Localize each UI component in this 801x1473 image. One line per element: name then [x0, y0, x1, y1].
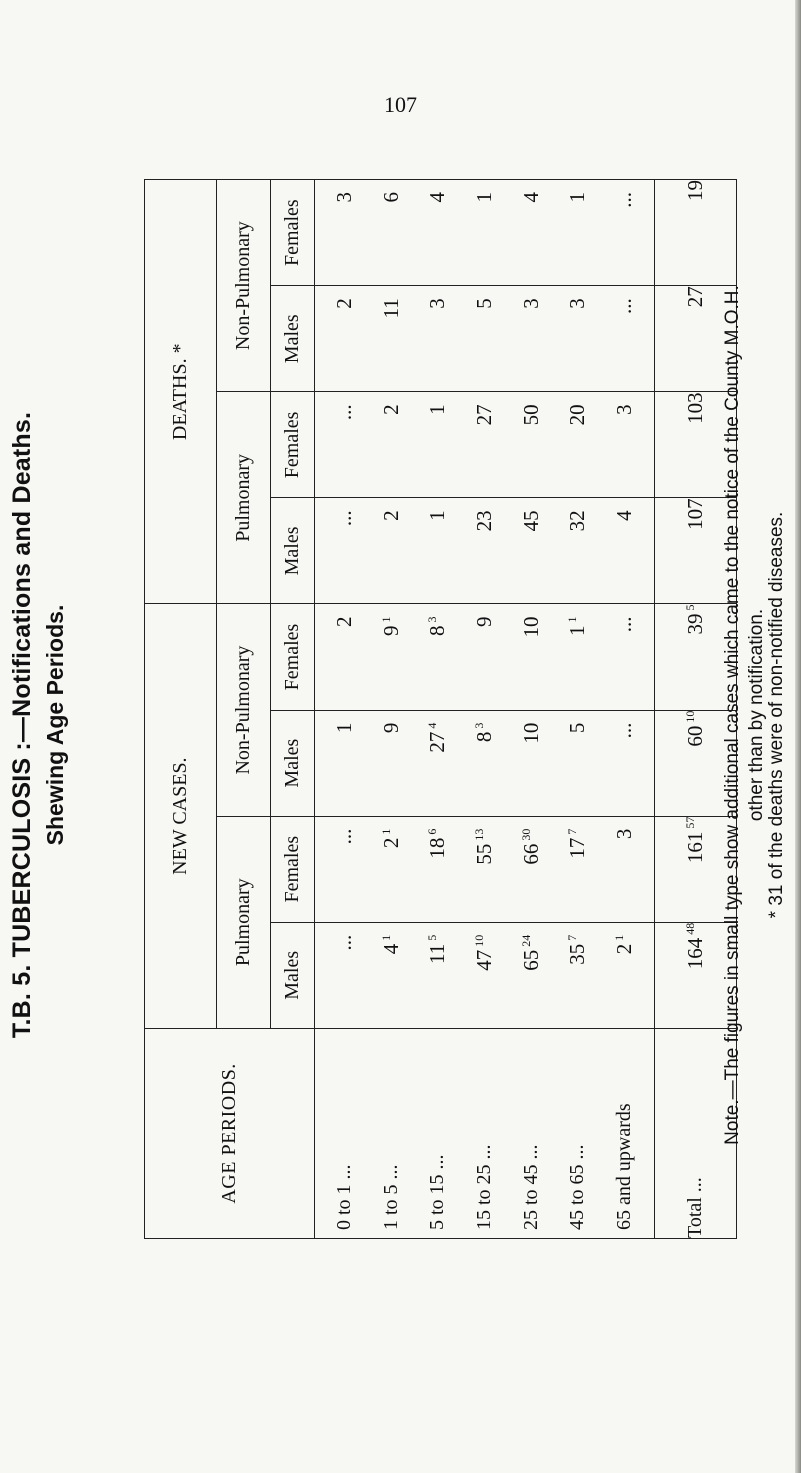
deaths-pulm-males-header: Males — [271, 498, 315, 604]
table-cell — [379, 723, 404, 734]
table-cell — [332, 192, 357, 203]
new-nonpulm-males-values — [315, 711, 654, 816]
cell-value: 161 — [683, 831, 707, 864]
table-cell — [472, 298, 497, 309]
cell-value: ... — [331, 404, 356, 421]
cell-value: 9 — [378, 625, 403, 636]
cell-value: 107 — [683, 498, 707, 530]
cell-value: 27 — [471, 404, 496, 426]
additional-cases-small: 6 — [425, 828, 440, 835]
table-cell — [425, 935, 450, 964]
new-non-pulmonary-header: Non-Pulmonary — [217, 604, 271, 816]
additional-cases-small: 5 — [683, 604, 697, 611]
cell-value: 1 — [471, 192, 496, 203]
cell-value: 27 — [425, 731, 450, 753]
cell-value: 11 — [378, 298, 403, 319]
deaths-header: DEATHS. * — [145, 180, 217, 604]
deaths-nonpulm-females-values — [315, 180, 654, 285]
table-cell — [472, 192, 497, 203]
cell-value: 2 — [378, 510, 403, 521]
additional-cases-small: 4 — [425, 722, 440, 729]
table-cell — [612, 510, 637, 521]
additional-cases-small: 7 — [565, 828, 580, 835]
new-pulm-females-column — [315, 816, 655, 922]
page-number: 107 — [384, 92, 417, 117]
cell-value: 1 — [565, 192, 590, 203]
table-cell — [425, 829, 450, 859]
cell-value: 3 — [612, 828, 637, 840]
table-cell — [612, 298, 637, 314]
table-cell — [519, 510, 544, 531]
footnote-line-1: Note.—The figures in small type show additional cases which came to the notice of the County M.O.H. — [722, 285, 743, 1145]
table-cell — [332, 829, 357, 845]
cell-value: 45 — [518, 510, 543, 532]
cell-value: 2 — [331, 616, 356, 627]
deaths-pulm-females-header: Females — [271, 392, 315, 498]
table-cell — [425, 616, 450, 636]
cell-value: ... — [612, 298, 637, 314]
cell-value: 10 — [518, 722, 543, 744]
cell-value: 2 — [612, 943, 637, 955]
cell-value: 66 — [518, 843, 543, 865]
cell-value: 50 — [518, 404, 543, 426]
table-cell — [612, 935, 637, 955]
deaths-pulm-females-column — [315, 392, 655, 498]
deaths-nonpulm-females-header: Females — [271, 180, 315, 286]
cell-value: 2 — [331, 298, 356, 309]
rotated-table-block — [6, 15, 786, 1435]
new-nonpulm-males-header: Males — [271, 710, 315, 816]
age-periods-header: AGE PERIODS. — [145, 1028, 315, 1238]
additional-cases-small: 1 — [612, 934, 627, 941]
table-cell — [332, 510, 357, 526]
cell-value: 39 — [683, 613, 707, 635]
table-cell — [519, 616, 544, 637]
cell-value: 3 — [425, 298, 450, 309]
table-cell — [472, 616, 497, 627]
cell-value: 17 — [565, 837, 590, 859]
table-cell — [519, 935, 544, 971]
cell-value: ... — [331, 510, 356, 527]
deaths-nonpulm-males-header: Males — [271, 286, 315, 392]
table-cell — [379, 616, 404, 636]
additional-cases-small: 13 — [471, 828, 486, 841]
table-subtitle: Shewing Age Periods. — [42, 604, 68, 846]
deaths-nonpulm-females-column — [315, 180, 655, 286]
cell-value: 2 — [378, 837, 403, 849]
table-cell — [332, 723, 357, 734]
deaths-non-pulmonary-header: Non-Pulmonary — [217, 180, 271, 392]
table-cell — [425, 404, 450, 415]
table-cell — [565, 829, 590, 859]
table-cell — [379, 829, 404, 849]
cell-value: 103 — [683, 392, 707, 424]
table-cell — [612, 723, 637, 739]
age-period-label: 5 to 15 ... — [426, 1154, 449, 1230]
table-cell — [472, 935, 497, 971]
new-pulmonary-header: Pulmonary — [217, 816, 271, 1028]
additional-cases-small: 10 — [471, 934, 486, 947]
cell-value: 60 — [683, 725, 707, 747]
total-label: Total ... — [655, 1028, 737, 1238]
deaths-nonpulm-males-column — [315, 286, 655, 392]
cell-value: 2 — [378, 404, 403, 415]
cell-value: 3 — [331, 192, 356, 203]
cell-value: 10 — [518, 616, 543, 638]
new-pulm-females-values — [315, 817, 654, 922]
table-cell — [379, 298, 404, 318]
additional-cases-small: 1 — [378, 828, 393, 835]
age-period-label: 1 to 5 ... — [379, 1164, 402, 1230]
new-pulm-males-values — [315, 923, 654, 1028]
footnote-line-3: * 31 of the deaths were of non-notified diseases. — [766, 511, 787, 919]
table-cell — [472, 723, 497, 743]
table-cell — [425, 723, 450, 753]
cell-value: 4 — [518, 192, 543, 203]
cell-value: 55 — [471, 843, 496, 865]
table-cell — [519, 723, 544, 744]
table-cell — [612, 829, 637, 840]
cell-value: 9 — [471, 616, 496, 627]
age-period-label: 25 to 45 ... — [519, 1144, 542, 1230]
additional-cases-small: 48 — [683, 922, 697, 935]
table-cell — [332, 935, 357, 951]
cell-value: 3 — [565, 298, 590, 309]
additional-cases-small: 1 — [565, 616, 580, 623]
new-nonpulm-females-header: Females — [271, 604, 315, 710]
table-cell — [425, 192, 450, 203]
cell-value: 5 — [565, 722, 590, 734]
cell-value: 11 — [425, 943, 450, 964]
age-period-label: 65 and upwards — [613, 1103, 636, 1230]
cell-value: 27 — [683, 286, 707, 308]
new-pulm-males-header: Males — [271, 922, 315, 1028]
new-pulm-females-header: Females — [271, 816, 315, 922]
table-cell — [519, 829, 544, 865]
table-cell — [379, 510, 404, 521]
tuberculosis-table — [144, 179, 737, 1239]
additional-cases-small: 5 — [425, 934, 440, 941]
cell-value: 8 — [425, 625, 450, 636]
table-cell — [612, 616, 637, 632]
cell-value: 35 — [565, 943, 590, 965]
table-cell — [565, 404, 590, 425]
cell-value: 1 — [565, 625, 590, 636]
cell-value: 5 — [471, 298, 496, 309]
table-cell — [565, 298, 590, 309]
footnote-line-2: other than by notification. — [746, 608, 767, 822]
cell-value: 164 — [683, 937, 707, 970]
new-nonpulm-females-column — [315, 604, 655, 710]
table-cell — [612, 192, 637, 208]
table-cell — [565, 192, 590, 203]
cell-value: 20 — [565, 404, 590, 426]
table-cell — [332, 404, 357, 420]
table-cell — [519, 404, 544, 425]
age-period-label: 15 to 25 ... — [472, 1144, 495, 1230]
table-cell — [332, 298, 357, 309]
additional-cases-small: 10 — [683, 710, 697, 723]
new-nonpulm-males-column — [315, 710, 655, 816]
cell-value: ... — [612, 616, 637, 633]
table-cell — [612, 404, 637, 415]
cell-value: 4 — [425, 192, 450, 203]
cell-value: 4 — [378, 943, 403, 955]
cell-value: ... — [331, 934, 356, 951]
additional-cases-small: 7 — [565, 934, 580, 941]
table-title: T.B. 5. TUBERCULOSIS :—Notifications and Deaths. — [8, 411, 36, 1039]
page-binding-edge — [795, 0, 801, 1473]
table-cell — [565, 723, 590, 734]
cell-value: 18 — [425, 837, 450, 859]
additional-cases-small: 1 — [378, 934, 393, 941]
additional-cases-small: 30 — [518, 828, 533, 841]
table-cell — [379, 192, 404, 203]
new-nonpulm-females-values — [315, 604, 654, 709]
deaths-pulm-males-values — [315, 498, 654, 603]
deaths-nonpulm-males-values — [315, 286, 654, 391]
table-cell — [565, 616, 590, 636]
table-cell — [472, 510, 497, 531]
additional-cases-small: 3 — [425, 616, 440, 623]
cell-value: ... — [612, 722, 637, 739]
cell-value: ... — [331, 828, 356, 845]
cell-value: 1 — [425, 510, 450, 521]
cell-value: 32 — [565, 510, 590, 532]
table-cell — [425, 510, 450, 521]
age-period-label: 45 to 65 ... — [566, 1144, 589, 1230]
additional-cases-small: 1 — [378, 616, 393, 623]
table-cell — [379, 404, 404, 415]
cell-value: ... — [612, 192, 637, 208]
cell-value: 9 — [378, 722, 403, 734]
table-cell — [472, 829, 497, 865]
deaths-pulm-males-column — [315, 498, 655, 604]
table-cell — [565, 935, 590, 965]
table-cell — [519, 298, 544, 309]
age-period-labels — [315, 1028, 655, 1238]
cell-value: 3 — [518, 298, 543, 309]
deaths-pulmonary-header: Pulmonary — [217, 392, 271, 604]
table-cell — [472, 404, 497, 425]
cell-value: 23 — [471, 510, 496, 532]
age-period-label: 0 to 1 ... — [332, 1164, 355, 1230]
new-cases-header: NEW CASES. — [145, 604, 217, 1028]
deaths-pulm-females-values — [315, 392, 654, 497]
additional-cases-small: 24 — [518, 934, 533, 947]
cell-value: 47 — [471, 949, 496, 971]
table-cell — [379, 935, 404, 955]
cell-value: 65 — [518, 949, 543, 971]
table-cell — [565, 510, 590, 531]
additional-cases-small: 57 — [683, 816, 697, 829]
table-cell — [332, 616, 357, 627]
additional-cases-small: 3 — [471, 722, 486, 729]
new-pulm-males-column — [315, 922, 655, 1028]
cell-value: 4 — [612, 510, 637, 521]
cell-value: 1 — [331, 722, 356, 734]
cell-value: 6 — [378, 192, 403, 203]
cell-value: 8 — [471, 731, 496, 743]
cell-value: 19 — [683, 180, 707, 201]
cell-value: 1 — [425, 404, 450, 415]
table-cell — [425, 298, 450, 309]
cell-value: 3 — [612, 404, 637, 415]
table-cell — [519, 192, 544, 203]
